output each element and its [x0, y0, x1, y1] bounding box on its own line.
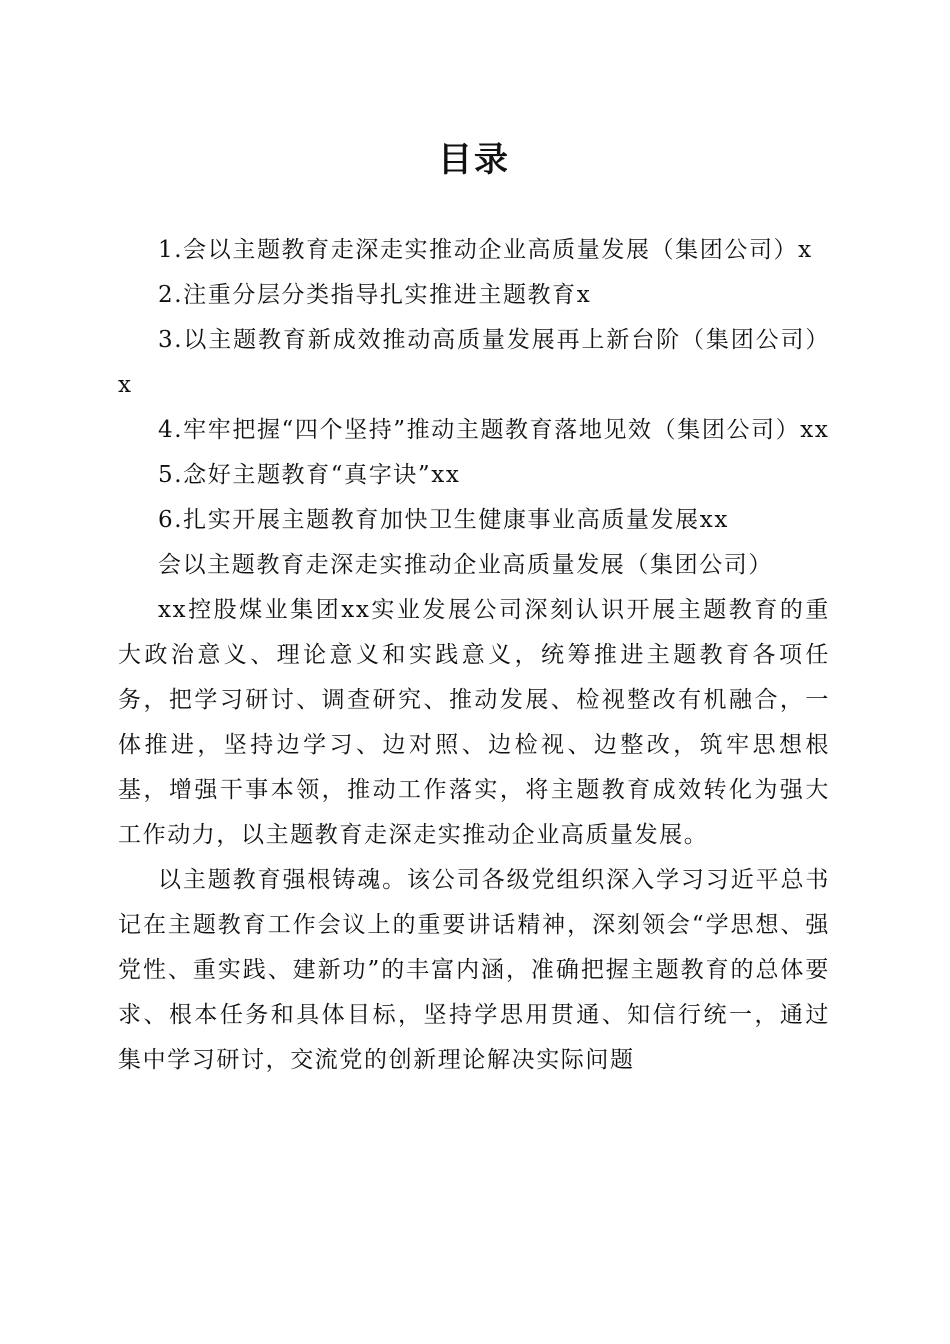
- toc-item-2: 2.注重分层分类指导扎实推进主题教育x: [158, 282, 592, 308]
- toc-item-1: 1.会以主题教育走深走实推动企业高质量发展（集团公司）x: [158, 237, 813, 263]
- toc-item-3: 3.以主题教育新成效推动高质量发展再上新台阶（集团公司）x: [118, 327, 830, 398]
- document-title: 目录: [438, 140, 510, 180]
- toc-item-6: 6.扎实开展主题教育加快卫生健康事业高质量发展xx: [158, 507, 729, 533]
- document-body: [118, 228, 830, 1083]
- article-title: 会以主题教育走深走实推动企业高质量发展（集团公司）: [158, 552, 773, 578]
- article-paragraph-1: xx控股煤业集团xx实业发展公司深刻认识开展主题教育的重大政治意义、理论意义和实践意义，统筹推进主题教育各项任务，把学习研讨、调查研究、推动发展、检视整改有机融合，一体推进，坚持边学习、边对照、边检视、边整改，筑牢思想根基，增强干事本领，推动工作落实，将主题教育成效转化为强大工作动力，以主题教育走深走实推动企业高质量发展。: [118, 597, 830, 848]
- article-paragraph-2: 以主题教育强根铸魂。该公司各级党组织深入学习习近平总书记在主题教育工作会议上的重要讲话精神，深刻领会“学思想、强党性、重实践、建新功”的丰富内涵，准确把握主题教育的总体要求、根本任务和具体目标，坚持学思用贯通、知信行统一，通过集中学习研讨，交流党的创新理论解决实际问题: [118, 867, 830, 1073]
- toc-item-5: 5.念好主题教育“真字诀”xx: [158, 462, 461, 488]
- toc-item-4: 4.牢牢把握“四个坚持”推动主题教育落地见效（集团公司）xx: [158, 417, 830, 443]
